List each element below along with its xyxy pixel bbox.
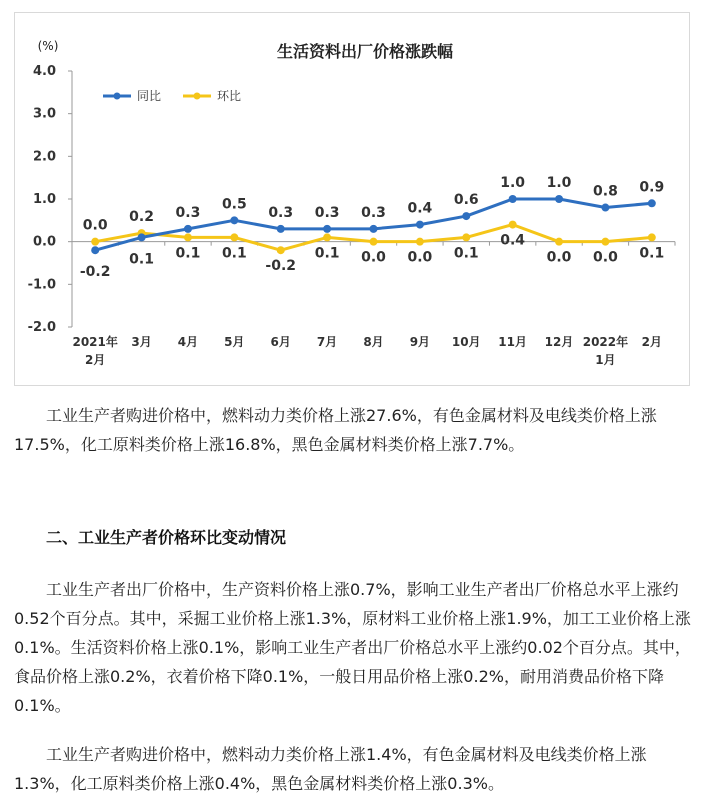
data-label: 0.2 <box>129 209 154 226</box>
data-point <box>462 233 470 241</box>
y-tick-label: 1.0 <box>32 192 56 207</box>
data-point <box>230 216 238 224</box>
x-tick-label: 7月 <box>316 335 338 349</box>
data-label: 0.0 <box>82 217 108 234</box>
x-tick-label: 3月 <box>131 335 152 349</box>
data-label: 1.0 <box>500 175 526 191</box>
data-label: 0.1 <box>639 245 665 262</box>
data-label: 0.0 <box>361 249 386 266</box>
data-point <box>91 246 99 254</box>
chart-series <box>80 175 664 280</box>
line-chart <box>15 13 691 387</box>
data-label: 0.0 <box>546 249 572 266</box>
y-tick-label: -2.0 <box>27 320 56 335</box>
data-point <box>648 199 656 207</box>
data-label: 0.3 <box>268 204 294 221</box>
x-tick-label: 2月 <box>85 353 106 367</box>
data-point <box>184 233 192 241</box>
x-tick-label: 2021年 <box>72 335 118 349</box>
data-label: 1.0 <box>546 175 572 191</box>
data-label: 0.4 <box>407 200 433 217</box>
y-axis-unit: (%) <box>37 39 59 53</box>
data-point <box>230 233 238 241</box>
paragraph-purchase-price-mom: 工业生产者购进价格中，燃料动力类价格上涨1.4%，有色金属材料及电线类价格上涨1.3%，化工原料类价格上涨0.4%，黑色金属材料类价格上涨0.3%。 <box>14 745 647 793</box>
paragraph-ex-factory-price-mom: 工业生产者出厂价格中，生产资料价格上涨0.7%，影响工业生产者出厂价格总水平上涨约0.52个百分点。其中，采掘工业价格上涨1.3%，原材料工业价格上涨1.9%，加工工业价格上涨0.1%。生活资料价格上涨0.1%，影响工业生产者出厂价格总水平上涨约0.02个百分点。其中，食品价格上涨0.2%，衣着价格下降0.1%，一般日用品价格上涨0.2%，耐用消费品价格下降0.1%。 <box>14 580 691 715</box>
data-point <box>323 225 331 233</box>
data-point <box>555 238 563 246</box>
data-label: 0.1 <box>453 245 479 262</box>
y-tick-label: -1.0 <box>27 277 56 293</box>
data-label: 0.9 <box>639 179 665 196</box>
data-label: 0.8 <box>593 183 618 200</box>
legend-label-1: 同比 <box>137 89 162 103</box>
x-tick-label: 4月 <box>177 335 199 349</box>
x-tick-label: 6月 <box>270 335 291 349</box>
data-point <box>509 221 517 229</box>
x-tick-label: 1月 <box>595 353 616 367</box>
legend-marker-1 <box>114 93 121 100</box>
data-point <box>648 233 656 241</box>
data-label: 0.3 <box>314 204 340 221</box>
x-tick-label: 12月 <box>544 335 574 349</box>
x-tick-label: 2022年 <box>582 335 629 349</box>
y-tick-label: 4.0 <box>32 64 56 79</box>
chart-legend <box>103 89 241 103</box>
data-label: 0.1 <box>129 251 154 268</box>
data-label: 0.1 <box>314 245 340 262</box>
chart-panel <box>14 12 690 386</box>
data-point <box>462 212 470 220</box>
y-tick-label: 0.0 <box>32 234 56 250</box>
legend-marker-2 <box>194 93 201 100</box>
data-point <box>277 225 285 233</box>
data-label: 0.3 <box>175 204 201 221</box>
data-point <box>277 246 285 254</box>
y-tick-label: 3.0 <box>32 106 56 122</box>
data-point <box>323 233 331 241</box>
y-tick-label: 2.0 <box>32 149 56 165</box>
chart-axes <box>28 64 675 367</box>
data-label: 0.0 <box>407 249 433 266</box>
data-point <box>370 238 378 246</box>
x-tick-label: 11月 <box>498 335 528 349</box>
data-point <box>416 221 424 229</box>
data-label: 0.3 <box>361 204 386 221</box>
data-point <box>601 238 609 246</box>
data-label: 0.5 <box>221 196 247 213</box>
paragraph-purchase-price-yoy: 工业生产者购进价格中，燃料动力类价格上涨27.6%，有色金属材料及电线类价格上涨17.5%，化工原料类价格上涨16.8%，黑色金属材料类价格上涨7.7%。 <box>14 406 657 454</box>
data-label: -0.2 <box>79 264 111 281</box>
data-label: 0.4 <box>500 232 526 249</box>
data-point <box>416 238 424 246</box>
x-tick-label: 8月 <box>363 335 384 349</box>
chart-title: 生活资料出厂价格涨跌幅 <box>276 42 454 61</box>
x-tick-label: 5月 <box>224 335 245 349</box>
data-label: 0.1 <box>221 245 247 262</box>
data-label: 0.0 <box>593 249 618 266</box>
section-heading: 二、工业生产者价格环比变动情况 <box>46 528 287 547</box>
data-point <box>138 233 146 241</box>
data-point <box>555 195 563 203</box>
x-tick-label: 2月 <box>641 335 662 349</box>
x-tick-label: 9月 <box>409 335 431 349</box>
x-tick-label: 10月 <box>451 335 481 349</box>
data-label: 0.1 <box>175 245 201 262</box>
data-point <box>509 195 517 203</box>
data-label: -0.2 <box>265 258 297 275</box>
data-point <box>184 225 192 233</box>
data-point <box>91 238 99 246</box>
data-label: 0.6 <box>453 192 479 209</box>
legend-label-2: 环比 <box>217 89 242 103</box>
data-point <box>601 204 609 212</box>
data-point <box>370 225 378 233</box>
